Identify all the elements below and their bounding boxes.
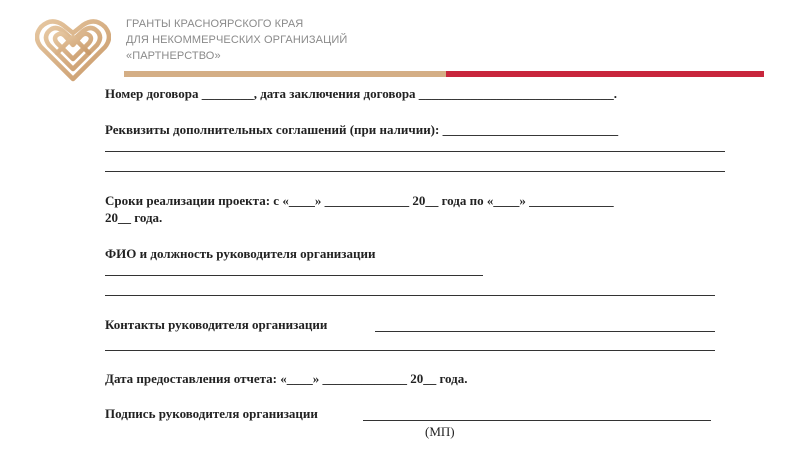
head-name-label: ФИО и должность руководителя организации (105, 246, 376, 261)
header-bar-gold (124, 71, 446, 77)
head-name-line-1 (105, 275, 483, 276)
program-title-line-3: «ПАРТНЕРСТВО» (126, 50, 221, 62)
head-contacts-line-1 (375, 331, 715, 332)
head-name-line-2 (105, 295, 715, 296)
agreements-line-2 (105, 151, 725, 152)
signature-line (363, 420, 711, 421)
heart-knot-logo-icon (35, 13, 111, 83)
program-title (126, 16, 347, 64)
program-title-line-2: ДЛЯ НЕКОММЕРЧЕСКИХ ОРГАНИЗАЦИЙ (126, 34, 348, 46)
head-contacts-label: Контакты руководителя организации (105, 317, 328, 332)
report-date-field: Дата предоставления отчета: «____» _____________ 20__ года. (105, 371, 468, 386)
head-contacts-line-2 (105, 350, 715, 351)
additional-agreements-field: Реквизиты дополнительных соглашений (при наличии): ___________________________ (105, 122, 619, 137)
stamp-label: (МП) (425, 424, 455, 439)
project-terms-year: 20__ года. (105, 210, 163, 225)
header-bar-red (446, 71, 764, 77)
project-terms-field: Сроки реализации проекта: с «____» _____________ 20__ года по «____» _____________ (105, 193, 614, 208)
signature-label: Подпись руководителя организации (105, 406, 318, 421)
program-title-line-1: ГРАНТЫ КРАСНОЯРСКОГО КРАЯ (126, 18, 304, 30)
agreements-line-3 (105, 171, 725, 172)
contract-number-field: Номер договора ________, дата заключения договора ______________________________. (105, 86, 618, 101)
